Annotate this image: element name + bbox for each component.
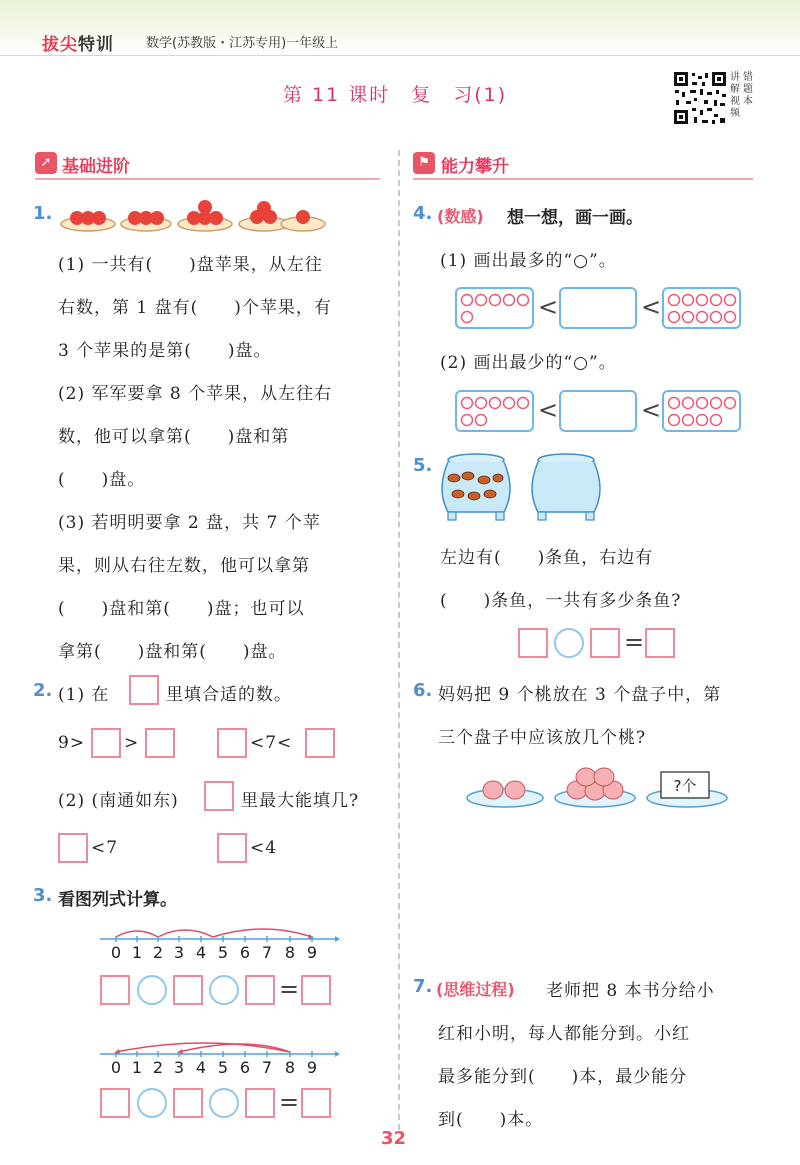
equals-sign: =	[279, 1088, 300, 1116]
tick-label: 1	[131, 943, 143, 960]
q2-expr3: <7	[91, 838, 119, 858]
section-title-basic: 基础进阶	[62, 157, 130, 177]
q1-part2-line3: ( )盘。	[58, 470, 146, 490]
question-number: 6.	[413, 680, 433, 701]
equals-sign: =	[279, 975, 300, 1003]
run-icon: ➚	[35, 152, 57, 174]
climb-icon: ⚑	[413, 152, 435, 174]
operator-circle[interactable]	[137, 975, 167, 1005]
question-number: 5.	[413, 455, 433, 476]
operator-circle[interactable]	[554, 628, 584, 658]
tick-label: 4	[195, 943, 207, 960]
drawing-box[interactable]	[559, 390, 637, 432]
operator-circle[interactable]	[209, 975, 239, 1005]
qr-code-icon[interactable]	[672, 70, 728, 126]
q2-expr1-part-a: 9>	[58, 733, 86, 753]
apple-plates-illustration	[58, 196, 328, 236]
tick-label: 0	[110, 1058, 122, 1075]
section-title-advanced: 能力攀升	[441, 157, 509, 177]
answer-box[interactable]	[217, 728, 247, 758]
answer-box[interactable]	[100, 1088, 130, 1118]
q4-tag: (数感)	[437, 207, 484, 226]
plate-2	[121, 211, 171, 231]
q2-part1-suffix: 里填合适的数。	[166, 685, 292, 705]
number-line-2	[95, 1030, 340, 1075]
q7-line1: 老师把 8 本书分给小	[546, 981, 715, 1001]
q2-part2-prefix: (2) (南通如东)	[58, 791, 179, 811]
answer-box[interactable]	[91, 728, 121, 758]
section-underline	[413, 178, 753, 180]
tick-label: 2	[152, 1058, 164, 1075]
answer-box[interactable]	[305, 728, 335, 758]
page-number: 32	[381, 1128, 407, 1149]
answer-box[interactable]	[518, 628, 548, 658]
tick-label: 9	[306, 1058, 318, 1075]
q1-part1-line1: (1) 一共有( )盘苹果，从左往	[58, 255, 323, 275]
q6-line1: 妈妈把 9 个桃放在 3 个盘子中，第	[438, 685, 722, 705]
operator-circle[interactable]	[209, 1088, 239, 1118]
tick-label: 3	[173, 943, 185, 960]
question-number: 7.	[413, 976, 433, 997]
answer-box[interactable]	[100, 975, 130, 1005]
peach-plate-2	[555, 768, 635, 807]
q4-label: 想一想，画一画。	[507, 208, 643, 228]
less-than: <	[538, 293, 559, 321]
circles-box-large	[662, 390, 741, 432]
less-than: <	[538, 396, 559, 424]
peach-plate-3	[647, 772, 727, 807]
q1-part3-line1: (3) 若明明要拿 2 盘，共 7 个苹	[58, 513, 321, 533]
answer-box[interactable]	[301, 975, 331, 1005]
q4-part1: (1) 画出最多的“○”。	[440, 251, 617, 271]
q6-line2: 三个盘子中应该放几个桃?	[438, 728, 647, 748]
tick-label: 7	[261, 943, 273, 960]
plate-5	[281, 210, 325, 231]
q2-expr1-part-b: >	[124, 733, 140, 753]
q3-label: 看图列式计算。	[58, 890, 177, 910]
less-than: <	[641, 396, 662, 424]
q1-part3-line3: ( )盘和第( )盘；也可以	[58, 599, 305, 619]
q7-line2: 红和小明，每人都能分到。小红	[438, 1024, 690, 1044]
tick-label: 7	[261, 1058, 273, 1075]
q1-part2-line2: 数，他可以拿第( )盘和第	[58, 427, 290, 447]
q4-part2: (2) 画出最少的“○”。	[440, 353, 617, 373]
less-than: <	[641, 293, 662, 321]
drawing-box[interactable]	[559, 287, 637, 329]
fish-bowls-illustration	[436, 450, 616, 528]
q5-line2: ( )条鱼，一共有多少条鱼?	[440, 591, 682, 611]
q7-line4: 到( )本。	[438, 1110, 544, 1130]
column-divider	[398, 150, 400, 1130]
circles-box-small	[455, 287, 534, 329]
answer-box[interactable]	[645, 628, 675, 658]
tick-label: 2	[152, 943, 164, 960]
tick-label: 6	[239, 1058, 251, 1075]
answer-box[interactable]	[301, 1088, 331, 1118]
number-line-1	[95, 915, 340, 960]
answer-box[interactable]	[590, 628, 620, 658]
q2-expr4: <4	[250, 838, 278, 858]
question-number: 4.	[413, 203, 433, 224]
question-number: 1.	[33, 203, 53, 224]
answer-box[interactable]	[145, 728, 175, 758]
answer-box[interactable]	[245, 1088, 275, 1118]
tick-label: 5	[217, 943, 229, 960]
peach-plate-1	[467, 781, 543, 807]
tick-label: 8	[284, 943, 296, 960]
answer-box[interactable]	[129, 675, 159, 705]
answer-box[interactable]	[245, 975, 275, 1005]
plate-1	[61, 211, 115, 231]
question-sign: ?个	[673, 777, 697, 795]
q5-line1: 左边有( )条鱼，右边有	[440, 548, 654, 568]
tick-label: 9	[306, 943, 318, 960]
answer-box[interactable]	[58, 833, 88, 863]
lesson-title: 第 11 课时 复 习(1)	[283, 84, 508, 106]
q2-part2-suffix: 里最大能填几?	[241, 791, 360, 811]
q7-line3: 最多能分到( )本，最少能分	[438, 1067, 688, 1087]
tick-label: 8	[284, 1058, 296, 1075]
tick-label: 0	[110, 943, 122, 960]
equals-sign: =	[624, 628, 645, 656]
q1-part1-line2: 右数，第 1 盘有( )个苹果，有	[58, 298, 332, 318]
answer-box[interactable]	[173, 1088, 203, 1118]
q1-part2-line1: (2) 军军要拿 8 个苹果，从左往右	[58, 384, 333, 404]
q3-equation-2	[100, 1088, 340, 1122]
q1-part3-line4: 拿第( )盘和第( )盘。	[58, 642, 287, 662]
q2-part1-prefix: (1) 在	[58, 685, 110, 705]
book-info: 数学(苏教版・江苏专用)一年级上	[146, 36, 339, 51]
top-banner	[0, 0, 800, 56]
answer-box[interactable]	[173, 975, 203, 1005]
q5-equation	[518, 628, 678, 662]
q1-part3-line2: 果，则从右往左数，他可以拿第	[58, 556, 310, 576]
brand-logo: 拔尖特训	[42, 35, 114, 55]
question-number: 3.	[33, 885, 53, 906]
answer-box[interactable]	[217, 833, 247, 863]
circles-box-small	[455, 390, 534, 432]
answer-box[interactable]	[204, 781, 234, 811]
question-number: 2.	[33, 680, 53, 701]
q7-tag: (思维过程)	[436, 980, 515, 999]
q2-expr2-middle: <7<	[250, 733, 293, 753]
section-underline	[35, 178, 380, 180]
circles-box-large	[662, 287, 741, 329]
tick-label: 5	[217, 1058, 229, 1075]
operator-circle[interactable]	[137, 1088, 167, 1118]
tick-label: 4	[195, 1058, 207, 1075]
q1-part1-line3: 3 个苹果的是第( )盘。	[58, 341, 272, 361]
tick-label: 6	[239, 943, 251, 960]
tick-label: 3	[173, 1058, 185, 1075]
peach-plates-illustration	[465, 760, 735, 812]
tick-label: 1	[131, 1058, 143, 1075]
fish-bowl-left	[442, 454, 510, 520]
q3-equation-1	[100, 975, 340, 1009]
fish-bowl-right	[532, 454, 600, 520]
plate-3	[178, 200, 232, 231]
